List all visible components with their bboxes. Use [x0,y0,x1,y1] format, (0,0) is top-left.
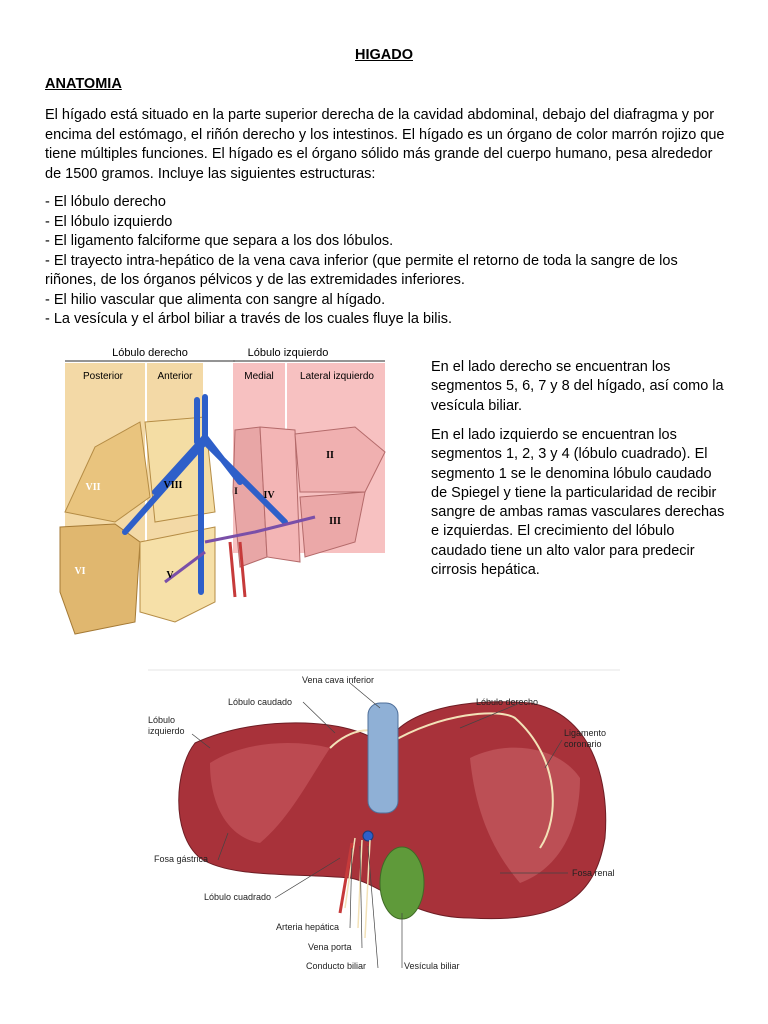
column-lateral-izquierdo: Lateral izquierdo [300,371,374,382]
label-conducto-biliar: Conducto biliar [306,961,367,971]
list-item: - El lóbulo izquierdo [45,213,173,230]
label-ligamento-2: coronario [564,739,602,749]
liver-inferior-view-figure [140,668,625,978]
segment-viii: VIII [163,480,183,491]
left-side-description: En el lado izquierdo se encuentran los segmentos 1, 2, 3 y 4 (lóbulo cuadrado). El segmento 1 se le denomina lóbulo caudado de Spiegel y tiene la particularidad de recibir sangre de ambas ramas vasculares derechas e izquierdas. El crecimiento del lóbulo caudado tiene un alto valor para predecir cirrosis hepática. [431,427,725,579]
segment-iv: IV [263,490,275,501]
section-heading: ANATOMIA [45,76,122,92]
segment-i: I [234,486,238,496]
label-ligamento-1: Ligamento [564,728,607,738]
label-lobulo-derecho: Lóbulo derecho [476,697,539,707]
label-lobulo-izquierdo-2: izquierdo [148,726,185,736]
liver-segments-figure [55,342,390,638]
list-item: - El lóbulo derecho [45,194,166,210]
list-item: - La vesícula y el árbol biliar a través de los cuales fluye la bilis. [45,311,452,327]
column-anterior: Anterior [157,371,193,382]
header-lobulo-izquierdo: Lóbulo izquierdo [247,347,329,359]
header-lobulo-derecho: Lóbulo derecho [112,347,188,359]
segment-vii: VII [85,482,101,493]
label-fosa-gastrica: Fosa gástrica [154,854,209,864]
intro-paragraph: El hígado está situado en la parte superior derecha de la cavidad abdominal, debajo del diafragma y por encima del estómago, el riñón derecho y los intestinos. El hígado es un órgano de color marrón rojizo que tiene múltiples funciones. El hígado es el órgano sólido más grande del cuerpo humano, pesa alrededor de 1500 gramos. Incluye las siguientes estructuras: [45,107,725,182]
right-side-description: En el lado derecho se encuentran los segmentos 5, 6, 7 y 8 del hígado, así como la vesícula biliar. [431,359,724,414]
label-arteria-hepatica: Arteria hepática [276,922,340,932]
segment-ii: II [326,450,334,461]
column-posterior: Posterior [82,371,124,382]
list-item: - El ligamento falciforme que separa a los dos lóbulos. [45,233,394,249]
segment-v: V [166,570,174,581]
label-fosa-renal: Fosa renal [572,868,615,878]
label-lobulo-cuadrado: Lóbulo cuadrado [204,892,272,902]
label-vena-porta: Vena porta [308,942,352,952]
column-medial: Medial [244,371,274,382]
list-item: - El trayecto intra-hepático de la vena cava inferior (que permite el retorno de toda la sangre de los riñones, de los órganos pélvicos y de las extremidades inferiores. [45,252,678,288]
page-title: HIGADO [355,47,413,63]
label-lobulo-izquierdo-1: Lóbulo [148,715,176,725]
label-vena-cava: Vena cava inferior [302,675,375,685]
structures-list [45,193,725,330]
label-vesicula-biliar: Vesícula biliar [404,961,460,971]
segment-iii: III [329,516,341,527]
segment-vi: VI [74,566,86,577]
label-lobulo-caudado: Lóbulo caudado [228,697,293,707]
list-item: - El hilio vascular que alimenta con sangre al hígado. [45,291,386,308]
